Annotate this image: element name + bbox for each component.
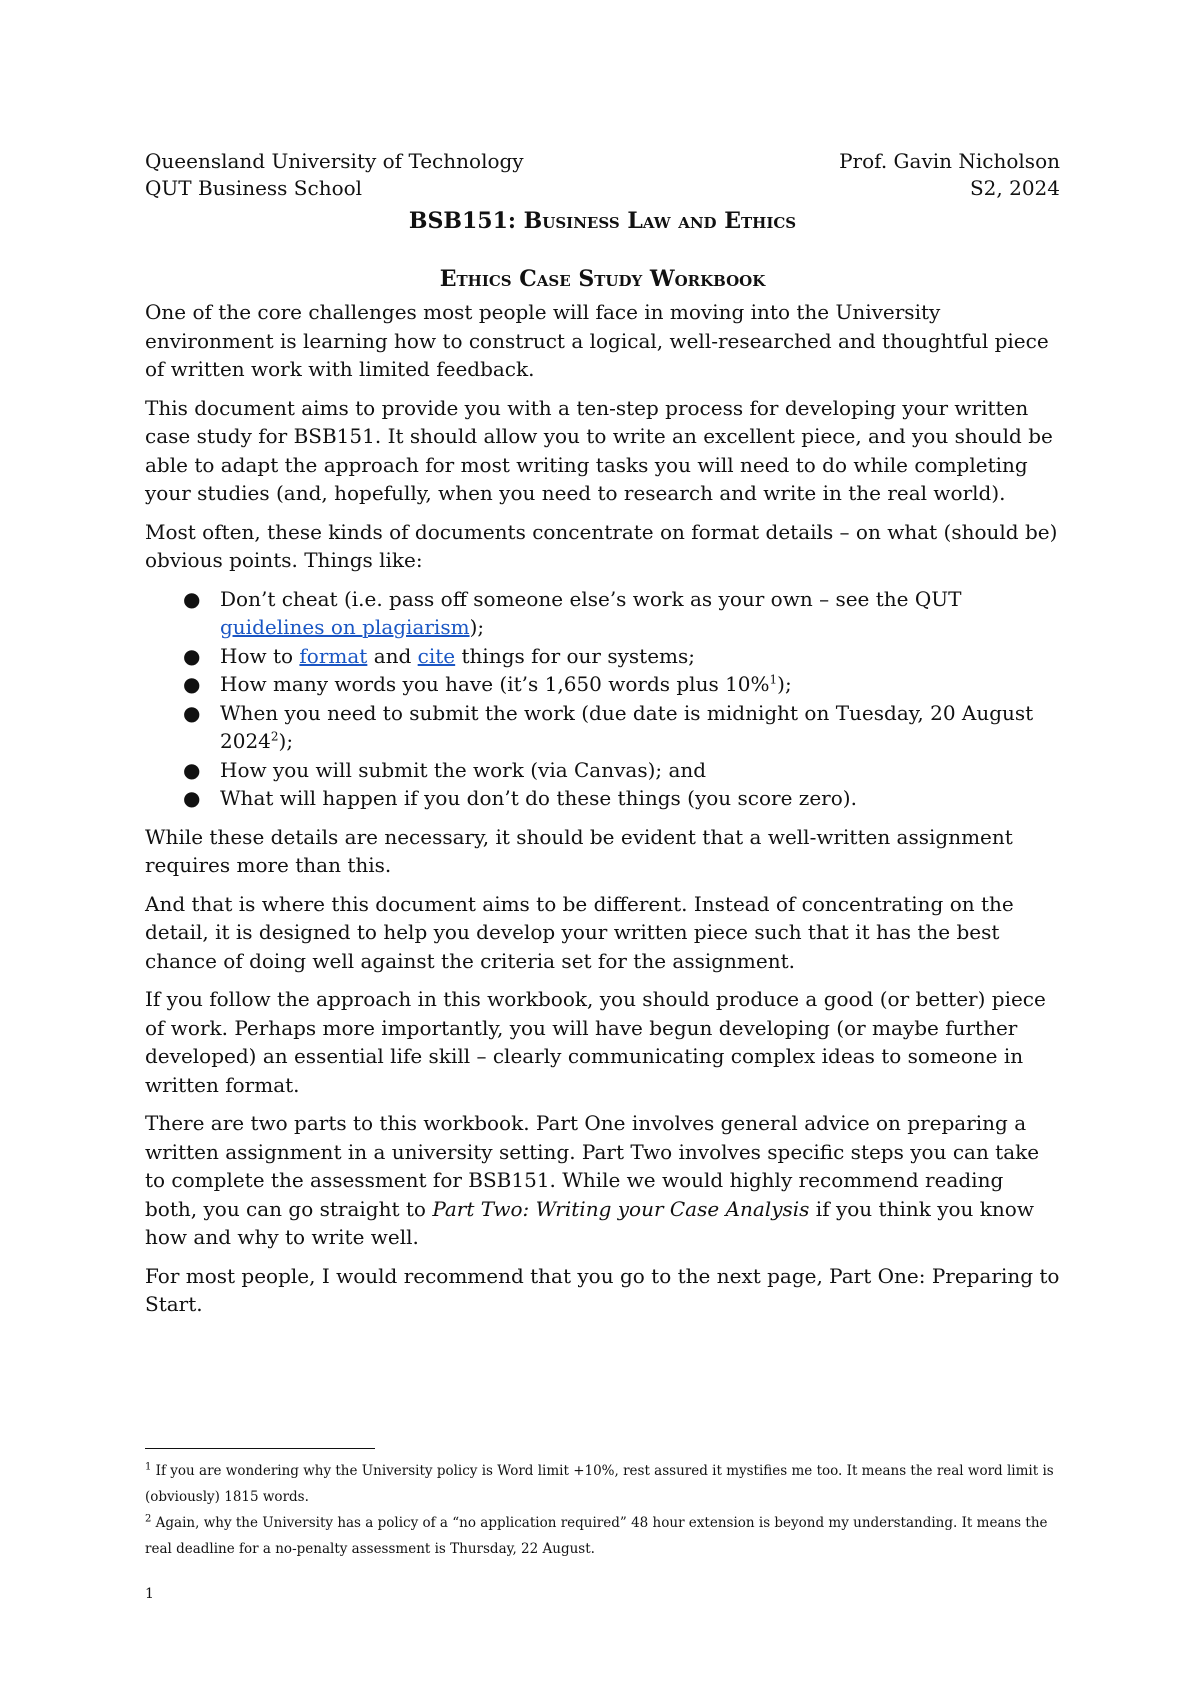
list-item-text: When you need to submit the work (due date is midnight on Tuesday, 20 August 2024 xyxy=(220,700,1034,753)
bullet-icon: ● xyxy=(183,786,201,810)
footnote-text-2: Again, why the University has a policy of a “no application required” 48 hour extension is beyond my understanding. It means the real deadline for a no-penalty assessment is Thursday, 22 August. xyxy=(145,1515,1048,1557)
paragraph-necessary-details: While these details are necessary, it should be evident that a well-written assignment requires more than this. xyxy=(145,824,1013,877)
bullet-icon: ● xyxy=(183,672,201,696)
list-item xyxy=(145,585,1060,642)
list-item-text: How to xyxy=(220,643,300,668)
plagiarism-guidelines-link[interactable]: guidelines on plagiarism xyxy=(220,615,470,639)
cite-link[interactable]: cite xyxy=(417,643,456,668)
author-name: Prof. Gavin Nicholson xyxy=(839,149,1060,173)
footnote-separator xyxy=(145,1448,375,1449)
list-item-text-end: things for our systems; xyxy=(455,643,695,668)
list-item-text: Don’t cheat (i.e. pass off someone else’s work as your own – see the QUT xyxy=(220,586,962,611)
university-name: Queensland University of Technology xyxy=(145,149,524,173)
footnote-1 xyxy=(145,1458,1060,1510)
document-subtitle: Ethics Case Study Workbook xyxy=(439,266,766,292)
document-title: BSB151: Business Law and Ethics xyxy=(408,208,797,234)
list-item-text-end: ); xyxy=(469,615,485,639)
paragraph-approach: If you follow the approach in this workbook, you should produce a good (or better) piece of work. Perhaps more importantly, you will have begun developing (or maybe further developed) an essential life skill – clearly communicating complex ideas to someone in written format. xyxy=(145,987,1046,1097)
header-row-2 xyxy=(145,175,1060,202)
two-parts-text: There are two parts to this workbook. Part One involves general advice on preparing a written assignment in a university setting. Part Two involves specific steps you can take to complete the assessment for BSB151. While we would highly recommend reading both, you can go straight to xyxy=(145,1111,1040,1221)
list-item-text-end: ); xyxy=(777,672,792,696)
list-item xyxy=(145,756,1060,785)
footnote-text-1: If you are wondering why the University policy is Word limit +10%, rest assured it mystifies me too. It means the real word limit is (obviously) 1815 words. xyxy=(145,1463,1054,1505)
format-checklist xyxy=(145,585,1060,813)
list-item-text: What will happen if you don’t do these things (you score zero). xyxy=(220,786,857,810)
list-item-text-end: ); xyxy=(278,729,294,753)
page-number: 1 xyxy=(145,1586,154,1602)
paragraph-two-parts xyxy=(145,1109,1060,1252)
format-link[interactable]: format xyxy=(299,643,368,668)
two-parts-text-end: if you think you know how and why to write well. xyxy=(145,1196,1034,1249)
bullet-icon: ● xyxy=(183,757,201,782)
paragraph-purpose: This document aims to provide you with a ten-step process for developing your written case study for BSB151. It should allow you to write an excellent piece, and you should be able to adapt the approach for most writing tasks you will need to do while completing your studies (and, hopefully, when you need to research and write in the real world). xyxy=(145,395,1053,505)
footnote-marker-2: 2 xyxy=(145,1513,152,1525)
list-item xyxy=(145,699,1060,756)
part-two-title: Part Two: Writing your Case Analysis xyxy=(432,1196,810,1221)
bullet-icon: ● xyxy=(183,643,201,668)
footnote-2 xyxy=(145,1510,1060,1562)
paragraph-format-details: Most often, these kinds of documents concentrate on format details – on what (should be) obvious points. Things like: xyxy=(145,519,1058,572)
school-name: QUT Business School xyxy=(145,176,363,200)
paragraph-intro: One of the core challenges most people will face in moving into the University environment is learning how to construct a logical, well-researched and thoughtful piece of written work with limited feedback. xyxy=(145,300,1049,381)
list-item-text: How many words you have (it’s 1,650 words plus 10% xyxy=(220,672,770,696)
header-row-1 xyxy=(145,148,1060,175)
bullet-icon: ● xyxy=(183,586,201,611)
bullet-icon: ● xyxy=(183,700,201,725)
list-item xyxy=(145,642,1060,671)
list-item xyxy=(145,670,1060,699)
paragraph-different: And that is where this document aims to be different. Instead of concentrating on the detail, it is designed to help you develop your written piece such that it has the best chance of doing well against the criteria set for the assignment. xyxy=(145,891,1014,973)
footnote-ref-1[interactable]: 1 xyxy=(769,672,778,687)
list-item-text: How you will submit the work (via Canvas); and xyxy=(220,757,707,782)
term-label: S2, 2024 xyxy=(969,176,1060,200)
list-item-text-mid: and xyxy=(367,643,418,668)
footnotes xyxy=(145,1458,1060,1562)
page-content xyxy=(145,148,1060,1329)
paragraph-recommendation: For most people, I would recommend that you go to the next page, Part One: Preparing to Start. xyxy=(145,1263,1060,1316)
footnote-marker-1: 1 xyxy=(145,1461,152,1473)
footnote-ref-2[interactable]: 2 xyxy=(270,729,279,744)
list-item xyxy=(145,784,1060,813)
